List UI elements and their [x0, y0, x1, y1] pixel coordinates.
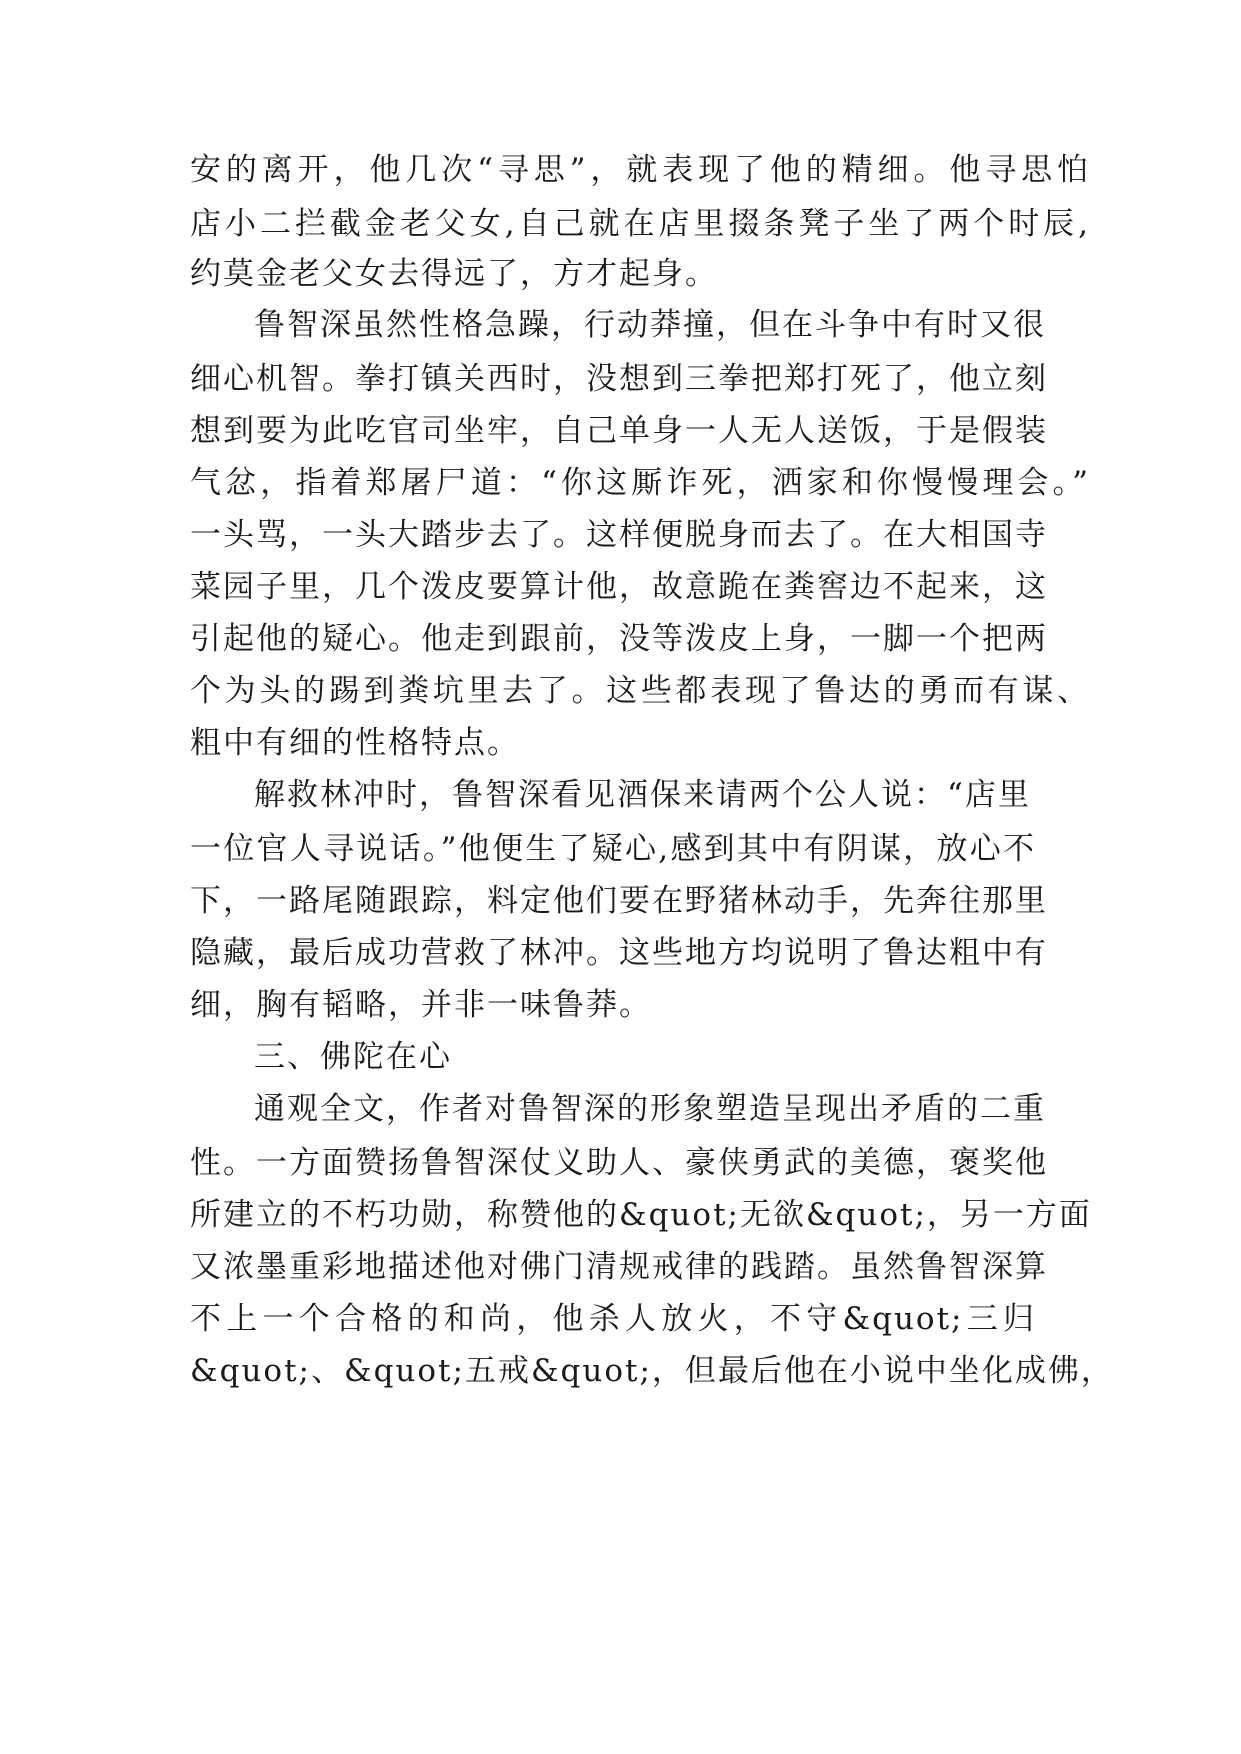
- text-line: 店小二拦截金老父女,自己就在店里掇条凳子坐了两个时辰,: [190, 206, 1090, 242]
- text-line: 一头骂，一头大踏步去了。这样便脱身而去了。在大相国寺: [190, 517, 1048, 553]
- text-line: 约莫金老父女去得远了，方才起身。: [190, 256, 718, 292]
- section-heading: 三、佛陀在心: [254, 1039, 452, 1075]
- text-line: 所建立的不朽功勋，称赞他的&quot;无欲&quot;，另一方面: [190, 1197, 1092, 1233]
- paragraph-first-line: 解救林冲时，鲁智深看见酒保来请两个公人说：“店里: [254, 777, 1031, 813]
- text-line: 安的离开，他几次“寻思”，就表现了他的精细。他寻思怕: [190, 152, 1090, 188]
- text-line: 一位官人寻说话。”他便生了疑心,感到其中有阴谋，放心不: [190, 831, 1036, 867]
- text-line: 引起他的疑心。他走到跟前，没等泼皮上身，一脚一个把两: [190, 621, 1048, 657]
- text-line: 粗中有细的性格特点。: [190, 725, 520, 761]
- text-line: 隐藏，最后成功营救了林冲。这些地方均说明了鲁达粗中有: [190, 935, 1048, 971]
- text-line: 细，胸有韬略，并非一味鲁莽。: [190, 987, 652, 1023]
- text-line: 气忿，指着郑屠尸道：“你这厮诈死，洒家和你慢慢理会。”: [190, 465, 1090, 501]
- text-line: 又浓墨重彩地描述他对佛门清规戒律的践踏。虽然鲁智深算: [190, 1249, 1048, 1285]
- text-line: 个为头的踢到粪坑里去了。这些都表现了鲁达的勇而有谋、: [190, 673, 1090, 709]
- text-line: 菜园子里，几个泼皮要算计他，故意跪在粪窖边不起来，这: [190, 569, 1048, 605]
- text-line: 细心机智。拳打镇关西时，没想到三拳把郑打死了，他立刻: [190, 361, 1048, 397]
- text-line: 下，一路尾随跟踪，料定他们要在野猪林动手，先奔往那里: [190, 883, 1048, 919]
- text-line: 不上一个合格的和尚，他杀人放火，不守&quot;三归: [190, 1301, 1036, 1337]
- text-line: &quot;、&quot;五戒&quot;，但最后他在小说中坐化成佛，: [190, 1353, 1114, 1389]
- text-line: 想到要为此吃官司坐牢，自己单身一人无人送饭，于是假装: [190, 413, 1048, 449]
- paragraph-first-line: 通观全文，作者对鲁智深的形象塑造呈现出矛盾的二重: [254, 1091, 1046, 1127]
- text-line: 性。一方面赞扬鲁智深仗义助人、豪侠勇武的美德，褒奖他: [190, 1145, 1048, 1181]
- paragraph-first-line: 鲁智深虽然性格急躁，行动莽撞，但在斗争中有时又很: [254, 307, 1046, 343]
